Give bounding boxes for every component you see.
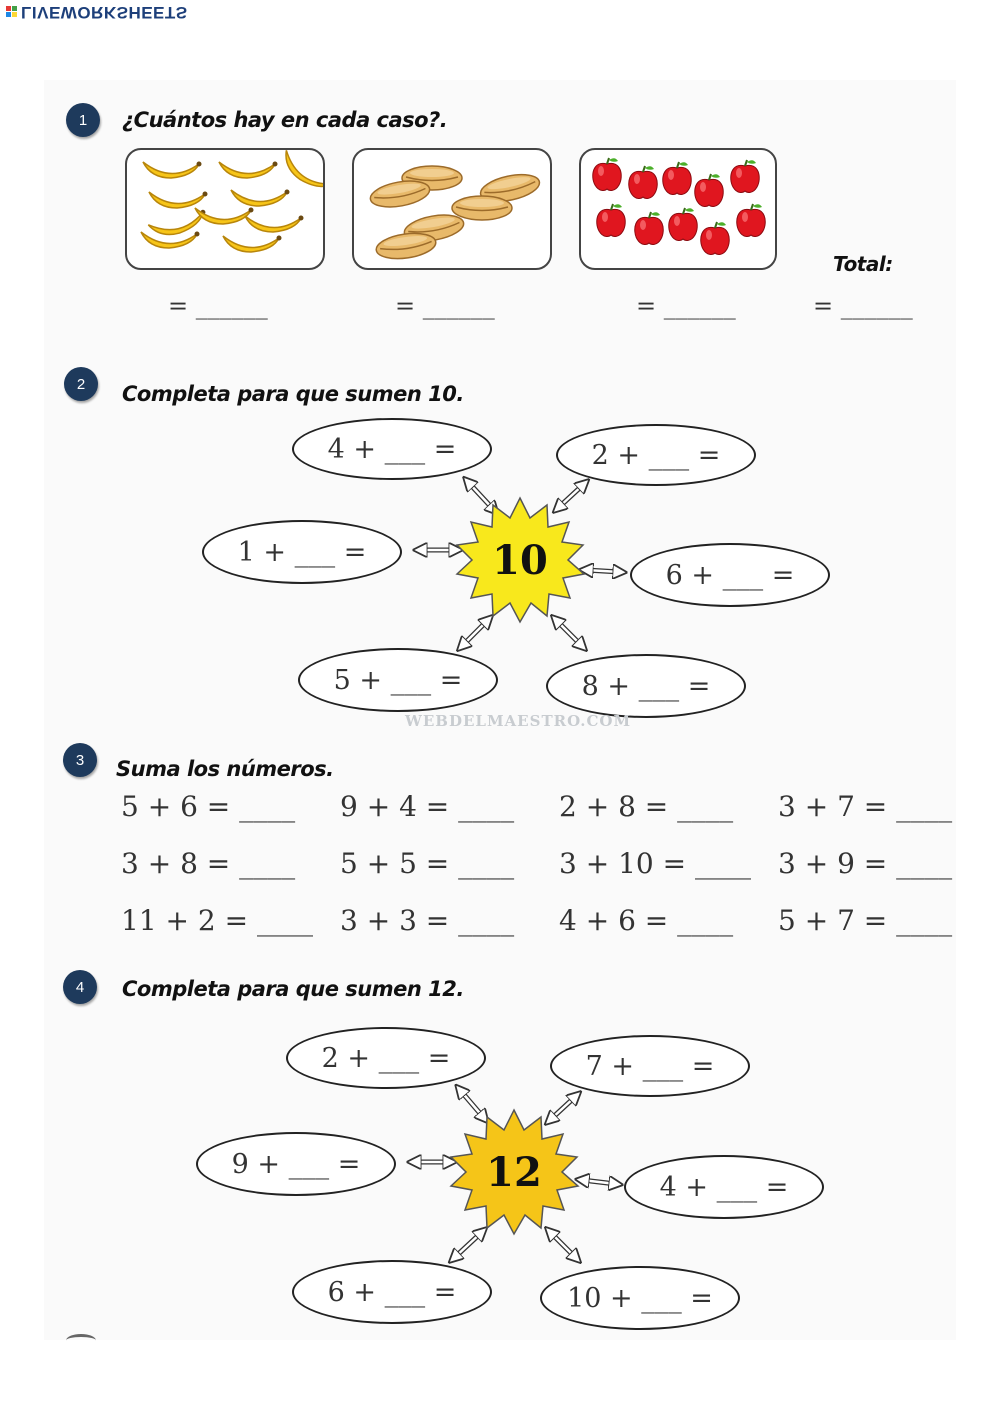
answer-apples[interactable]: = ______ bbox=[636, 292, 736, 320]
sum-2-8[interactable]: 2 + 8 = ____ bbox=[559, 790, 734, 823]
sum-5-5[interactable]: 5 + 5 = ____ bbox=[340, 847, 515, 880]
section-3-title: Suma los números. bbox=[116, 757, 334, 781]
logo-text: LIVEWORKSHEETS bbox=[21, 3, 188, 22]
section-1-title: ¿Cuántos hay en cada caso?. bbox=[122, 108, 448, 132]
next-section-badge-edge bbox=[66, 1334, 96, 1347]
oval-1-plus[interactable]: 1 + ___ = bbox=[202, 520, 402, 584]
section-4-title: Completa para que sumen 12. bbox=[122, 977, 464, 1001]
sum-5-7[interactable]: 5 + 7 = ____ bbox=[778, 904, 953, 937]
sum-3-3[interactable]: 3 + 3 = ____ bbox=[340, 904, 515, 937]
answer-bananas[interactable]: = ______ bbox=[168, 292, 268, 320]
oval-5-plus[interactable]: 5 + ___ = bbox=[298, 648, 498, 712]
sum-5-6[interactable]: 5 + 6 = ____ bbox=[121, 790, 296, 823]
answer-bread-rolls[interactable]: = ______ bbox=[395, 292, 495, 320]
oval-4-plus[interactable]: 4 + ___ = bbox=[292, 418, 492, 480]
sum-11-2[interactable]: 11 + 2 = ____ bbox=[121, 904, 313, 937]
oval-6-plus-12[interactable]: 6 + ___ = bbox=[292, 1260, 492, 1324]
oval-6-plus[interactable]: 6 + ___ = bbox=[630, 543, 830, 607]
oval-8-plus[interactable]: 8 + ___ = bbox=[546, 654, 746, 718]
section-3-badge: 3 bbox=[63, 743, 97, 777]
oval-2-plus-12[interactable]: 2 + ___ = bbox=[286, 1027, 486, 1089]
oval-2-plus[interactable]: 2 + ___ = bbox=[556, 424, 756, 486]
oval-7-plus-12[interactable]: 7 + ___ = bbox=[550, 1035, 750, 1097]
section-4-badge: 4 bbox=[63, 970, 97, 1004]
sum-3-7[interactable]: 3 + 7 = ____ bbox=[778, 790, 953, 823]
star-10-number: 10 bbox=[492, 537, 548, 584]
sum-3-9[interactable]: 3 + 9 = ____ bbox=[778, 847, 953, 880]
section-1-badge: 1 bbox=[66, 103, 100, 137]
sum-3-10[interactable]: 3 + 10 = ____ bbox=[559, 847, 751, 880]
oval-4-plus-12[interactable]: 4 + ___ = bbox=[624, 1155, 824, 1219]
oval-9-plus-12[interactable]: 9 + ___ = bbox=[196, 1132, 396, 1196]
sum-4-6[interactable]: 4 + 6 = ____ bbox=[559, 904, 734, 937]
sum-3-8[interactable]: 3 + 8 = ____ bbox=[121, 847, 296, 880]
section-2-title: Completa para que sumen 10. bbox=[122, 382, 464, 406]
sum-9-4[interactable]: 9 + 4 = ____ bbox=[340, 790, 515, 823]
star-12-number: 12 bbox=[486, 1149, 542, 1196]
watermark: WEBDELMAESTRO.COM bbox=[405, 712, 632, 730]
section-2-badge: 2 bbox=[64, 367, 98, 401]
total-label: Total: bbox=[833, 252, 893, 276]
oval-10-plus-12[interactable]: 10 + ___ = bbox=[540, 1266, 740, 1330]
answer-total[interactable]: = ______ bbox=[813, 292, 913, 320]
